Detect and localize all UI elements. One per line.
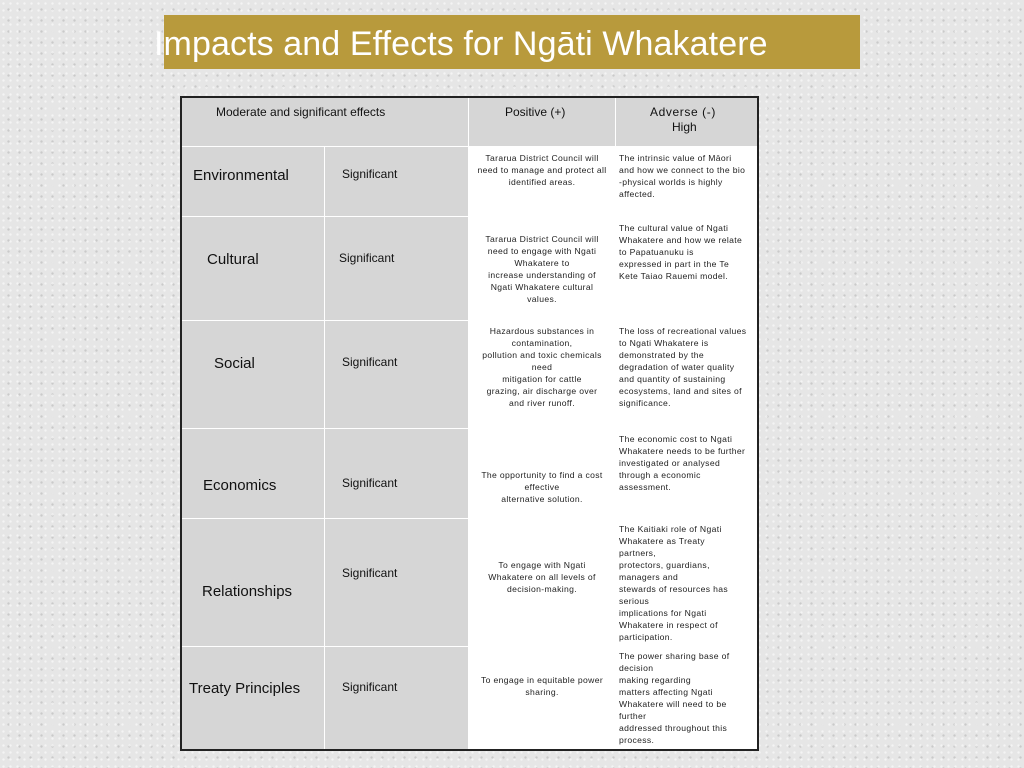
row-relationships-level (325, 519, 468, 646)
adverse-text: The economic cost to Ngati Whakatere needs to be further investigated or analysed through a economic assessment. (619, 434, 746, 492)
header-adverse: Adverse (-) (650, 105, 716, 119)
impacts-table (180, 96, 759, 751)
slide-title: Impacts and Effects for Ngāti Whakatere (154, 25, 768, 63)
header-positive-cell (469, 98, 615, 146)
category-label: Economics (203, 477, 277, 494)
level-label: Significant (342, 355, 398, 369)
grid-line (468, 98, 469, 749)
row-economics-category (182, 429, 324, 518)
row-social-positive (469, 321, 615, 428)
adverse-text: The cultural value of Ngati Whakatere and how we relate to Papatuanuku is expressed in part in the Te Kete Taiao Rauemi model. (619, 223, 743, 281)
row-treaty-adverse (616, 647, 757, 749)
row-environmental-positive (469, 147, 615, 216)
row-environmental-adverse (616, 147, 757, 216)
row-treaty-positive (469, 647, 615, 749)
row-economics-level (325, 429, 468, 518)
row-cultural-category (182, 217, 324, 320)
row-economics-adverse (616, 429, 757, 518)
category-label: Environmental (193, 167, 289, 184)
level-label: Significant (342, 680, 398, 694)
adverse-text: The power sharing base of decision making regarding matters affecting Ngati Whakatere will need to be further addressed throughout this process. (619, 651, 730, 745)
positive-text: Tararua District Council will need to engage with Ngati Whakatere to increase understanding of Ngati Whakatere cultural values. (485, 234, 599, 304)
level-label: Significant (342, 476, 398, 490)
level-label: Significant (342, 566, 398, 580)
row-social-adverse (616, 321, 757, 428)
row-cultural-level (325, 217, 468, 320)
row-treaty-category (182, 647, 324, 749)
row-cultural-adverse (616, 217, 757, 320)
header-adverse-cell (616, 98, 757, 146)
positive-text: The opportunity to find a cost effective alternative solution. (481, 470, 603, 504)
row-economics-positive (469, 429, 615, 518)
category-label: Treaty Principles (189, 680, 301, 697)
category-label: Social (214, 355, 255, 372)
grid-line (615, 98, 616, 749)
row-treaty-level (325, 647, 468, 749)
row-environmental-level (325, 147, 468, 216)
level-label: Significant (342, 167, 398, 181)
header-adverse-level: High (672, 120, 697, 134)
category-label: Cultural (207, 251, 259, 268)
adverse-text: The loss of recreational values to Ngati Whakatere is demonstrated by the degradation of water quality and quantity of sustaining ecosystems, land and sites of significance. (619, 326, 747, 408)
adverse-text: The Kaitiaki role of Ngati Whakatere as Treaty partners, protectors, guardians, managers and stewards of resources has serious implications for Ngati Whakatere in respect of participation. (619, 524, 729, 642)
header-positive: Positive (+) (505, 105, 566, 119)
positive-text: Tararua District Council will need to manage and protect all identified areas. (477, 153, 607, 187)
row-relationships-category (182, 519, 324, 646)
positive-text: Hazardous substances in contamination, pollution and toxic chemicals need mitigation for cattle grazing, air discharge over and river runoff. (482, 326, 602, 408)
level-label: Significant (339, 251, 395, 265)
row-relationships-positive (469, 519, 615, 646)
row-relationships-adverse (616, 519, 757, 646)
adverse-text: The intrinsic value of Māori and how we connect to the bio -physical worlds is highly affected. (619, 153, 746, 199)
row-cultural-positive (469, 217, 615, 320)
category-label: Relationships (202, 583, 293, 600)
row-environmental-category (182, 147, 324, 216)
positive-text: To engage with Ngati Whakatere on all levels of decision-making. (488, 560, 596, 594)
grid-line (324, 147, 325, 749)
row-social-level (325, 321, 468, 428)
positive-text: To engage in equitable power sharing. (480, 675, 604, 697)
header-effects-cell (182, 98, 468, 146)
header-effects: Moderate and significant effects (216, 105, 386, 119)
row-social-category (182, 321, 324, 428)
